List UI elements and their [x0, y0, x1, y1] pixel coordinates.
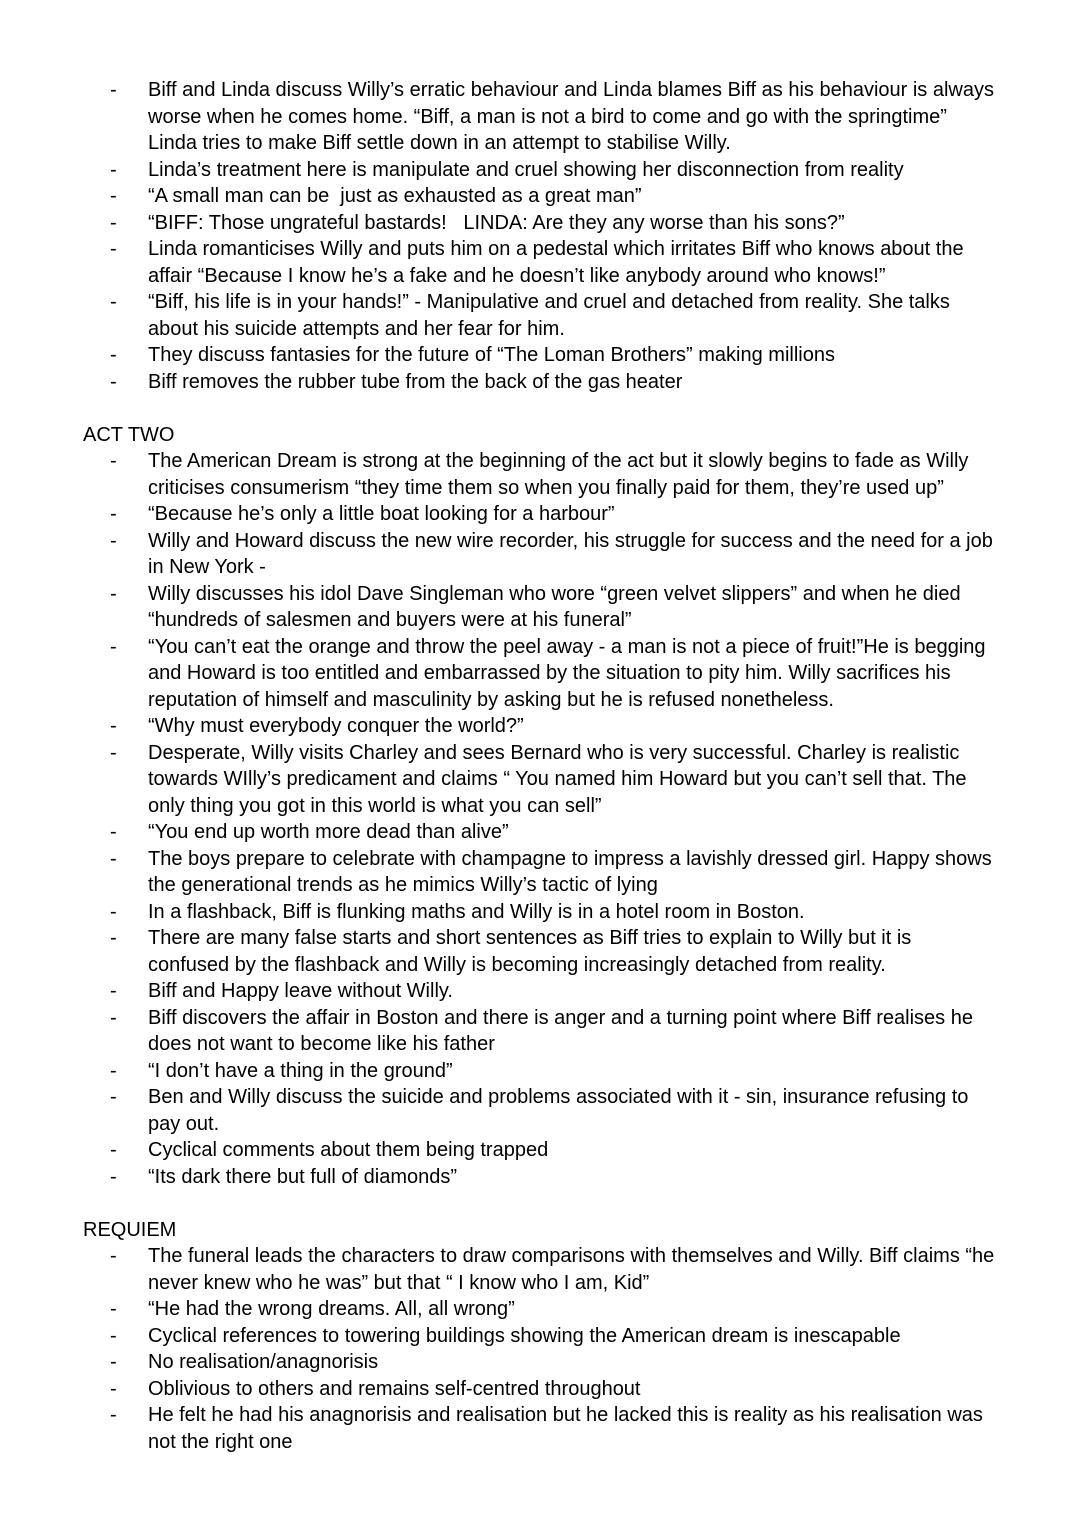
bullet-text: They discuss fantasies for the future of “The Loman Brothers” making millions: [148, 344, 835, 366]
bullet-text: The boys prepare to celebrate with champagne to impress a lavishly dressed girl. Happy shows the generational trends as he mimics Willy’s tactic of lying: [148, 847, 998, 896]
bullet-dash-icon: -: [110, 980, 117, 1002]
bullet-dash-icon: -: [110, 1377, 117, 1400]
section-requiem: [83, 1217, 1000, 1456]
bullet-dash-icon: -: [110, 1351, 117, 1373]
bullet-dash-icon: -: [110, 79, 117, 101]
list-item: [83, 740, 997, 820]
bullet-text: “Why must everybody conquer the world?”: [148, 715, 524, 737]
bullet-dash-icon: -: [110, 1086, 117, 1108]
list-item: [83, 1084, 997, 1137]
list-item: [83, 1376, 997, 1403]
bullet-text: Cyclical comments about them being trapped: [148, 1139, 549, 1161]
bullet-text: “BIFF: Those ungrateful bastards! LINDA: Are they any worse than his sons?”: [148, 211, 845, 234]
bullet-dash-icon: -: [110, 635, 117, 658]
bullet-text: He felt he had his anagnorisis and realisation but he lacked this is reality as his realisation was not the right one: [148, 1404, 989, 1453]
bullet-dash-icon: -: [110, 821, 117, 843]
section-act-one-notes: [83, 77, 1000, 395]
bullet-text: Oblivious to others and remains self-centred throughout: [148, 1377, 641, 1400]
bullet-text: Desperate, Willy visits Charley and sees Bernard who is very successful. Charley is realistic towards WIlly’s predicament and claims “ You named him Howard but you can’t sell that. The only thing you got in this world is what you can sell”: [148, 741, 973, 817]
bullet-dash-icon: -: [110, 291, 117, 313]
bullet-list: [83, 448, 997, 1190]
bullet-text: The funeral leads the characters to draw comparisons with themselves and Willy. Biff claims “he never knew who he was” but that “ I know who I am, Kid”: [148, 1245, 1000, 1294]
list-item: [83, 1164, 997, 1191]
list-item: [83, 1323, 997, 1350]
bullet-text: Biff and Linda discuss Willy’s erratic behaviour and Linda blames Biff as his behaviour is always worse when he comes home. “Biff, a man is not a bird to come and go with the springtime” Linda tries to make Biff settle down in an attempt to stabilise Willy.: [148, 79, 1000, 154]
bullet-text: “I don’t have a thing in the ground”: [148, 1059, 453, 1082]
bullet-dash-icon: -: [110, 741, 117, 764]
list-item: [83, 1058, 997, 1085]
bullet-dash-icon: -: [110, 1298, 117, 1320]
bullet-text: Biff discovers the affair in Boston and there is anger and a turning point where Biff realises he does not want to become like his father: [148, 1006, 979, 1055]
list-item: [83, 581, 997, 634]
list-item: [83, 713, 997, 740]
bullet-text: Linda romanticises Willy and puts him on a pedestal which irritates Biff who knows about the affair “Because I know he’s a fake and he doesn’t like anybody around who knows!”: [148, 238, 970, 287]
bullet-text: Biff removes the rubber tube from the back of the gas heater: [148, 370, 683, 393]
section-heading-act-two: ACT TWO: [83, 423, 175, 446]
bullet-dash-icon: -: [110, 847, 117, 870]
list-item: [83, 978, 997, 1005]
list-item: [83, 1349, 997, 1376]
bullet-dash-icon: -: [110, 1245, 117, 1267]
list-item: [83, 899, 997, 926]
bullet-text: Biff and Happy leave without Willy.: [148, 980, 453, 1002]
bullet-dash-icon: -: [110, 1165, 117, 1188]
bullet-text: Willy discusses his idol Dave Singleman who wore “green velvet slippers” and when he died “hundreds of salesmen and buyers were at his funeral”: [148, 582, 967, 631]
list-item: [83, 528, 997, 581]
bullet-dash-icon: -: [110, 1059, 117, 1082]
list-item: [83, 925, 997, 978]
bullet-dash-icon: -: [110, 927, 117, 949]
bullet-text: Ben and Willy discuss the suicide and problems associated with it - sin, insurance refusing to pay out.: [148, 1086, 974, 1135]
list-item: [83, 157, 997, 184]
bullet-text: There are many false starts and short sentences as Biff tries to explain to Willy but it is confused by the flashback and Willy is becoming increasingly detached from reality.: [148, 927, 917, 976]
list-item: [83, 819, 997, 846]
bullet-text: “Biff, his life is in your hands!” - Manipulative and cruel and detached from reality. She talks about his suicide attempts and her fear for him.: [148, 291, 956, 340]
bullet-dash-icon: -: [110, 1404, 117, 1426]
bullet-dash-icon: -: [110, 370, 117, 393]
list-item: [83, 1243, 1000, 1296]
bullet-dash-icon: -: [110, 582, 117, 605]
bullet-text: Linda’s treatment here is manipulate and cruel showing her disconnection from reality: [148, 158, 904, 181]
list-item: [83, 236, 997, 289]
bullet-text: The American Dream is strong at the beginning of the act but it slowly begins to fade as Willy criticises consumerism “they time them so when you finally paid for them, they’re used up”: [148, 450, 974, 499]
bullet-dash-icon: -: [110, 158, 117, 181]
bullet-text: In a flashback, Biff is flunking maths and Willy is in a hotel room in Boston.: [148, 900, 805, 923]
list-item: [83, 501, 997, 528]
bullet-dash-icon: -: [110, 529, 117, 552]
section-heading-requiem: REQUIEM: [83, 1218, 177, 1241]
list-item: [83, 77, 1000, 157]
bullet-list: [83, 1243, 1000, 1455]
bullet-text: “Because he’s only a little boat looking for a harbour”: [148, 503, 615, 525]
section-act-two: [83, 422, 997, 1191]
bullet-dash-icon: -: [110, 1006, 117, 1029]
bullet-text: “Its dark there but full of diamonds”: [148, 1165, 458, 1188]
list-item: [83, 1137, 997, 1164]
bullet-text: No realisation/anagnorisis: [148, 1351, 379, 1373]
list-item: [83, 342, 997, 369]
bullet-text: Cyclical references to towering buildings showing the American dream is inescapable: [148, 1324, 901, 1347]
list-item: [83, 846, 997, 899]
list-item: [83, 1296, 997, 1323]
list-item: [83, 210, 997, 237]
list-item: [83, 289, 997, 342]
bullet-dash-icon: -: [110, 900, 117, 923]
bullet-dash-icon: -: [110, 211, 117, 234]
bullet-list: [83, 77, 1000, 395]
bullet-dash-icon: -: [110, 185, 117, 207]
list-item: [83, 1005, 997, 1058]
list-item: [83, 1402, 997, 1455]
list-item: [83, 183, 997, 210]
bullet-dash-icon: -: [110, 238, 117, 260]
list-item: [83, 369, 997, 396]
bullet-dash-icon: -: [110, 503, 117, 525]
bullet-dash-icon: -: [110, 1324, 117, 1347]
bullet-text: “A small man can be just as exhausted as a great man”: [148, 185, 642, 207]
bullet-dash-icon: -: [110, 344, 117, 366]
bullet-dash-icon: -: [110, 715, 117, 737]
bullet-text: “You end up worth more dead than alive”: [148, 821, 509, 843]
bullet-dash-icon: -: [110, 1139, 117, 1161]
bullet-text: “He had the wrong dreams. All, all wrong”: [148, 1298, 515, 1320]
bullet-text: Willy and Howard discuss the new wire recorder, his struggle for success and the need for a job in New York -: [148, 529, 999, 578]
list-item: [83, 634, 997, 714]
bullet-dash-icon: -: [110, 450, 117, 472]
list-item: [83, 448, 997, 501]
bullet-text: “You can’t eat the orange and throw the peel away - a man is not a piece of fruit!”He is begging and Howard is too entitled and embarrassed by the situation to pity him. Willy sacrifices his reputation of himself and masculinity by asking but he is refused nonetheless.: [148, 635, 992, 711]
